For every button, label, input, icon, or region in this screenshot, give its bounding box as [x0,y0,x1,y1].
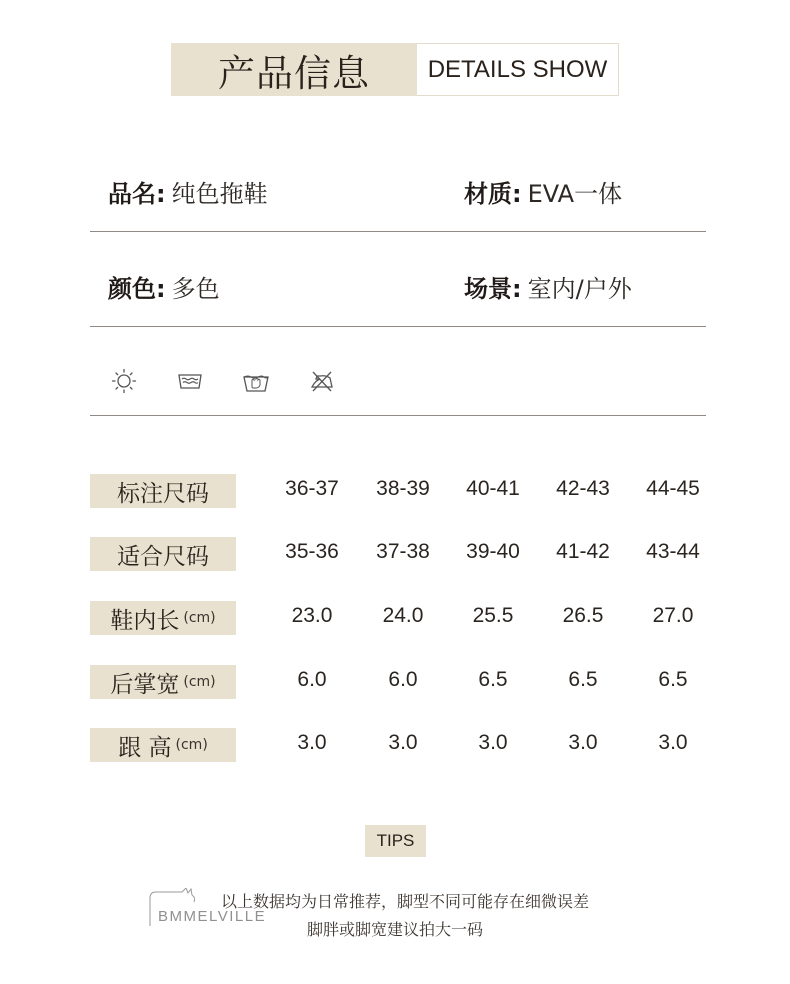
size-row-heel-width [90,665,730,699]
size-row-label: 跟 高 (cm) [90,728,236,762]
color-field [108,269,220,304]
size-cell: 44-45 [646,477,700,500]
logo-text: BMMELVILLE [158,908,267,925]
header-title-en: DETAILS SHOW [417,43,619,96]
size-cell: 37-38 [376,540,430,563]
size-cell: 42-43 [556,477,610,500]
size-row-label: 标注尺码 [90,474,236,508]
no-iron-icon [308,368,336,394]
size-cell: 41-42 [556,540,610,563]
size-row-label: 适合尺码 [90,537,236,571]
scene-label: 场景: [464,275,522,303]
care-icons-row [90,338,706,416]
material-value: EVA一体 [527,180,623,208]
material-label: 材质: [464,180,522,208]
size-cell: 6.0 [388,668,418,691]
size-cell: 40-41 [466,477,520,500]
hand-wash-icon [242,368,270,394]
size-row-label: 鞋内长 (cm) [90,601,236,635]
tips-line-1: 以上数据均为日常推荐，脚型不同可能存在细微误差 [220,892,589,911]
size-cell: 24.0 [382,604,424,627]
size-row-fit [90,537,730,571]
product-name-field [108,174,268,209]
size-cell: 3.0 [478,731,508,754]
info-row-color-scene [90,245,706,327]
water-wash-icon [176,368,204,394]
size-cell: 35-36 [285,540,339,563]
tips-badge: TIPS [365,825,426,857]
size-cell: 6.5 [478,668,508,691]
details-header [171,43,619,96]
info-row-name-material [90,150,706,232]
size-cell: 3.0 [388,731,418,754]
color-label: 颜色: [108,275,166,303]
product-name-label: 品名: [108,180,166,208]
header-title-cn: 产品信息 [171,43,417,96]
size-cell: 27.0 [652,604,694,627]
material-field [464,174,622,209]
size-cell: 6.0 [297,668,327,691]
size-cell: 39-40 [466,540,520,563]
product-name-value: 纯色拖鞋 [171,180,268,208]
size-row-heel-height [90,728,730,762]
size-cell: 3.0 [568,731,598,754]
size-cell: 23.0 [291,604,333,627]
size-row-labeled [90,474,730,508]
color-value: 多色 [171,275,220,303]
size-cell: 3.0 [658,731,688,754]
size-row-label: 后掌宽 (cm) [90,665,236,699]
size-row-inner-length [90,601,730,635]
scene-field [464,269,632,304]
tips-line-2: 脚胖或脚宽建议拍大一码 [306,920,483,939]
size-cell: 43-44 [646,540,700,563]
sun-dry-icon [110,368,138,394]
size-cell: 26.5 [562,604,604,627]
size-cell: 38-39 [376,477,430,500]
size-cell: 36-37 [285,477,339,500]
size-cell: 25.5 [472,604,514,627]
size-cell: 6.5 [658,668,688,691]
scene-value: 室内/户外 [527,275,632,303]
size-cell: 3.0 [297,731,327,754]
size-cell: 6.5 [568,668,598,691]
